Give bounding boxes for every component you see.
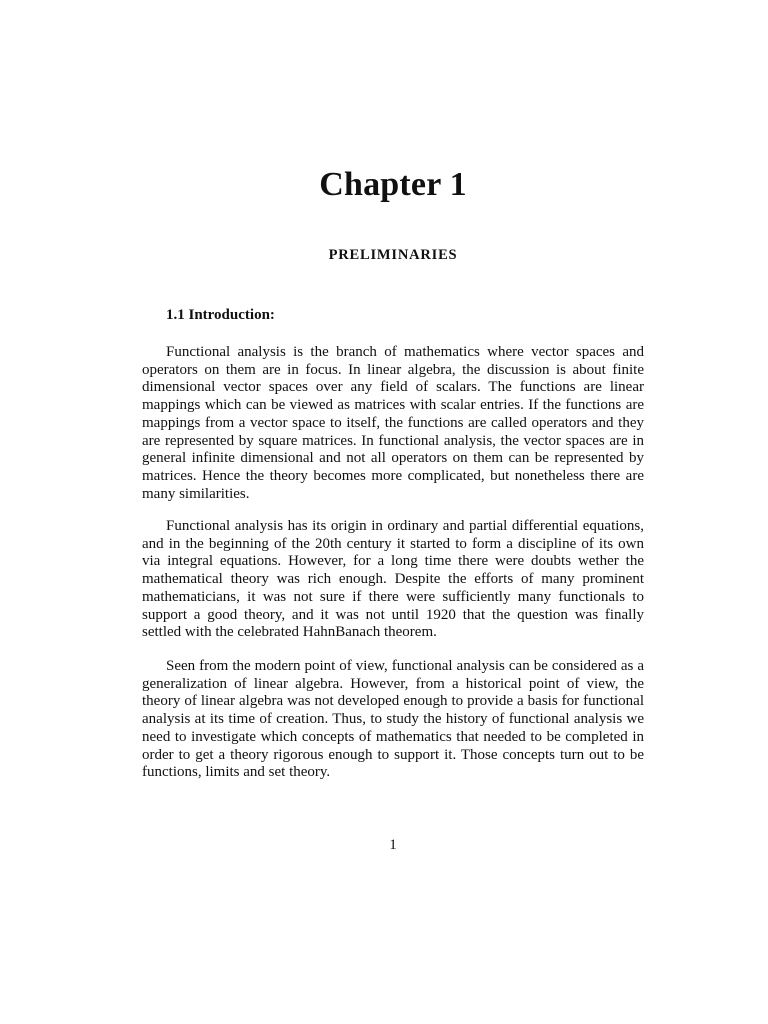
page-number: 1 [389,837,397,853]
paragraph [142,658,644,782]
section-heading: 1.1 Introduction: [166,307,275,323]
chapter-title: Chapter 1 [319,166,467,203]
paragraph [142,344,644,503]
chapter-subtitle: PRELIMINARIES [328,247,458,263]
paragraph-text: Seen from the modern point of view, functional analysis can be considered as a generalization of linear algebra. However, from a historical point of view, the theory of linear algebra was not developed enough to provide a basis for functional analysis at its time of creation. Thus, to study the history of functional analysis we need to investigate which concepts of mathematics that needed to be completed in order to get a theory rigorous enough to support it. Those concepts turn out to be functions, limits and set theory. [142,658,644,781]
paragraph-text: Functional analysis has its origin in ordinary and partial differential equations, and in the beginning of the 20th century it started to form a discipline of its own via integral equations. However, for a long time there were doubts wether the mathematical theory was rich enough. Despite the efforts of many prominent mathematicians, it was not sure if there were sufficiently many functionals to support a good theory, and it was not until 1920 that the question was finally settled with the celebrated HahnBanach theorem. [142,518,644,641]
paragraph-text: Functional analysis is the branch of mathematics where vector spaces and operators on them are in focus. In linear algebra, the discussion is about finite dimensional vector spaces over any field of scalars. The functions are linear mappings which can be viewed as matrices with scalar entries. If the functions are mappings from a vector space to itself, the functions are called operators and they are represented by square matrices. In functional analysis, the vector spaces are in general infinite dimensional and not all operators on them can be represented by matrices. Hence the theory becomes more complicated, but nonetheless there are many similarities. [142,344,644,502]
paragraph [142,518,644,642]
